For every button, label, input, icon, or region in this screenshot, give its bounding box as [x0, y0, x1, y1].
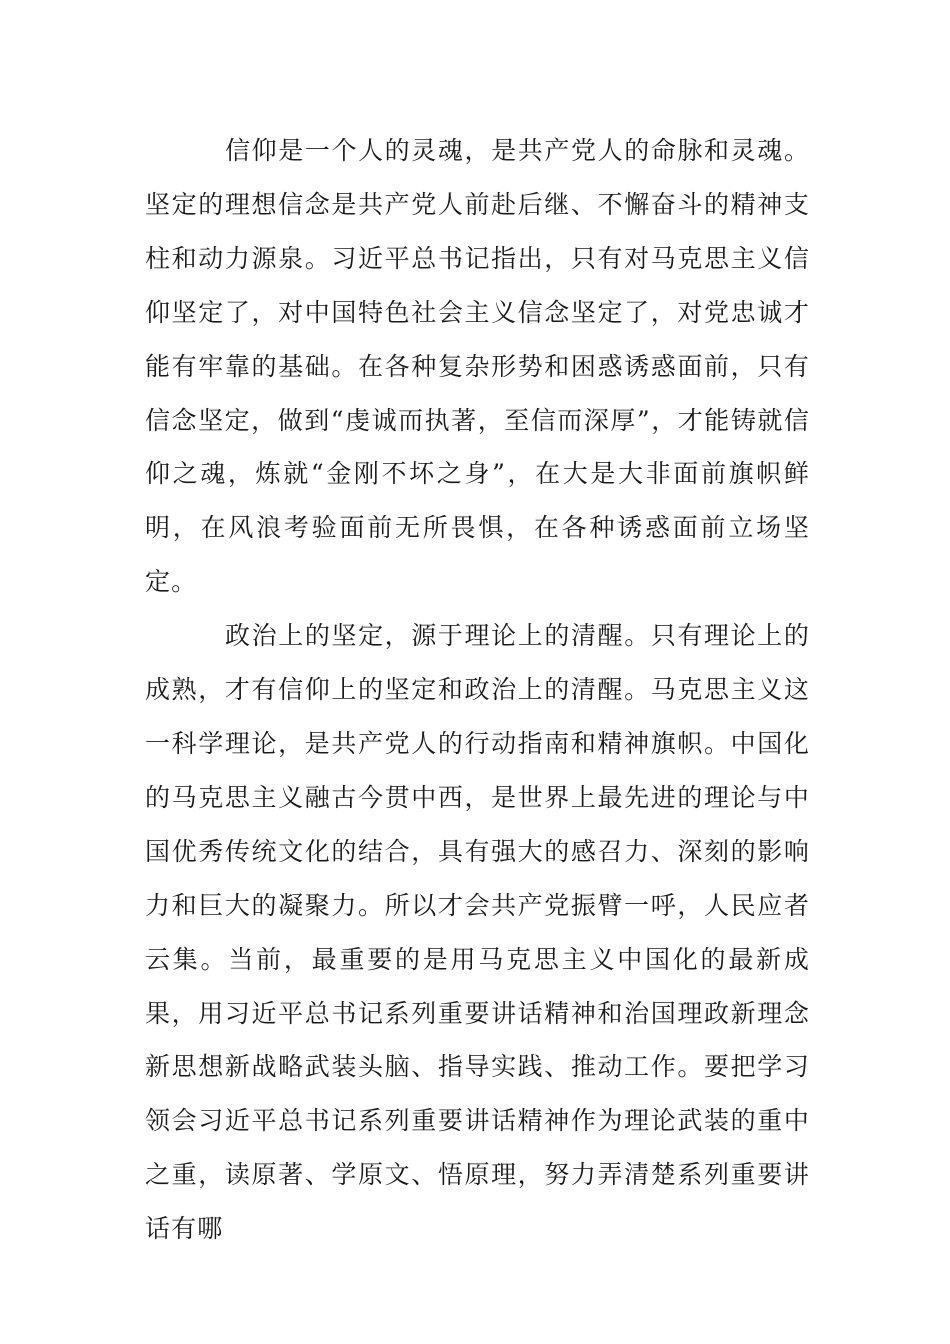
document-body — [145, 124, 810, 1256]
paragraph-faith: 信仰是一个人的灵魂，是共产党人的命脉和灵魂。坚定的理想信念是共产党人前赴后继、不懈奋斗的精神支柱和动力源泉。习近平总书记指出，只有对马克思主义信仰坚定了，对中国特色社会主义信念坚定了，对党忠诚才能有牢靠的基础。在各种复杂形势和困惑诱惑面前，只有信念坚定，做到“虔诚而执著，至信而深厚”，才能铸就信仰之魂，炼就“金刚不坏之身”，在大是大非面前旗帜鲜明，在风浪考验面前无所畏惧，在各种诱惑面前立场坚定。 — [145, 136, 810, 597]
paragraph-theory: 政治上的坚定，源于理论上的清醒。只有理论上的成熟，才有信仰上的坚定和政治上的清醒。马克思主义这一科学理论，是共产党人的行动指南和精神旗帜。中国化的马克思主义融古今贯中西，是世界上最先进的理论与中国优秀传统文化的结合，具有强大的感召力、深刻的影响力和巨大的凝聚力。所以才会共产党振臂一呼，人民应者云集。当前，最重要的是用马克思主义中国化的最新成果，用习近平总书记系列重要讲话精神和治国理政新理念新思想新战略武装头脑、指导实践、推动工作。要把学习领会习近平总书记系列重要讲话精神作为理论武装的重中之重，读原著、学原文、悟原理，努力弄清楚系列重要讲话有哪 — [145, 621, 810, 1244]
